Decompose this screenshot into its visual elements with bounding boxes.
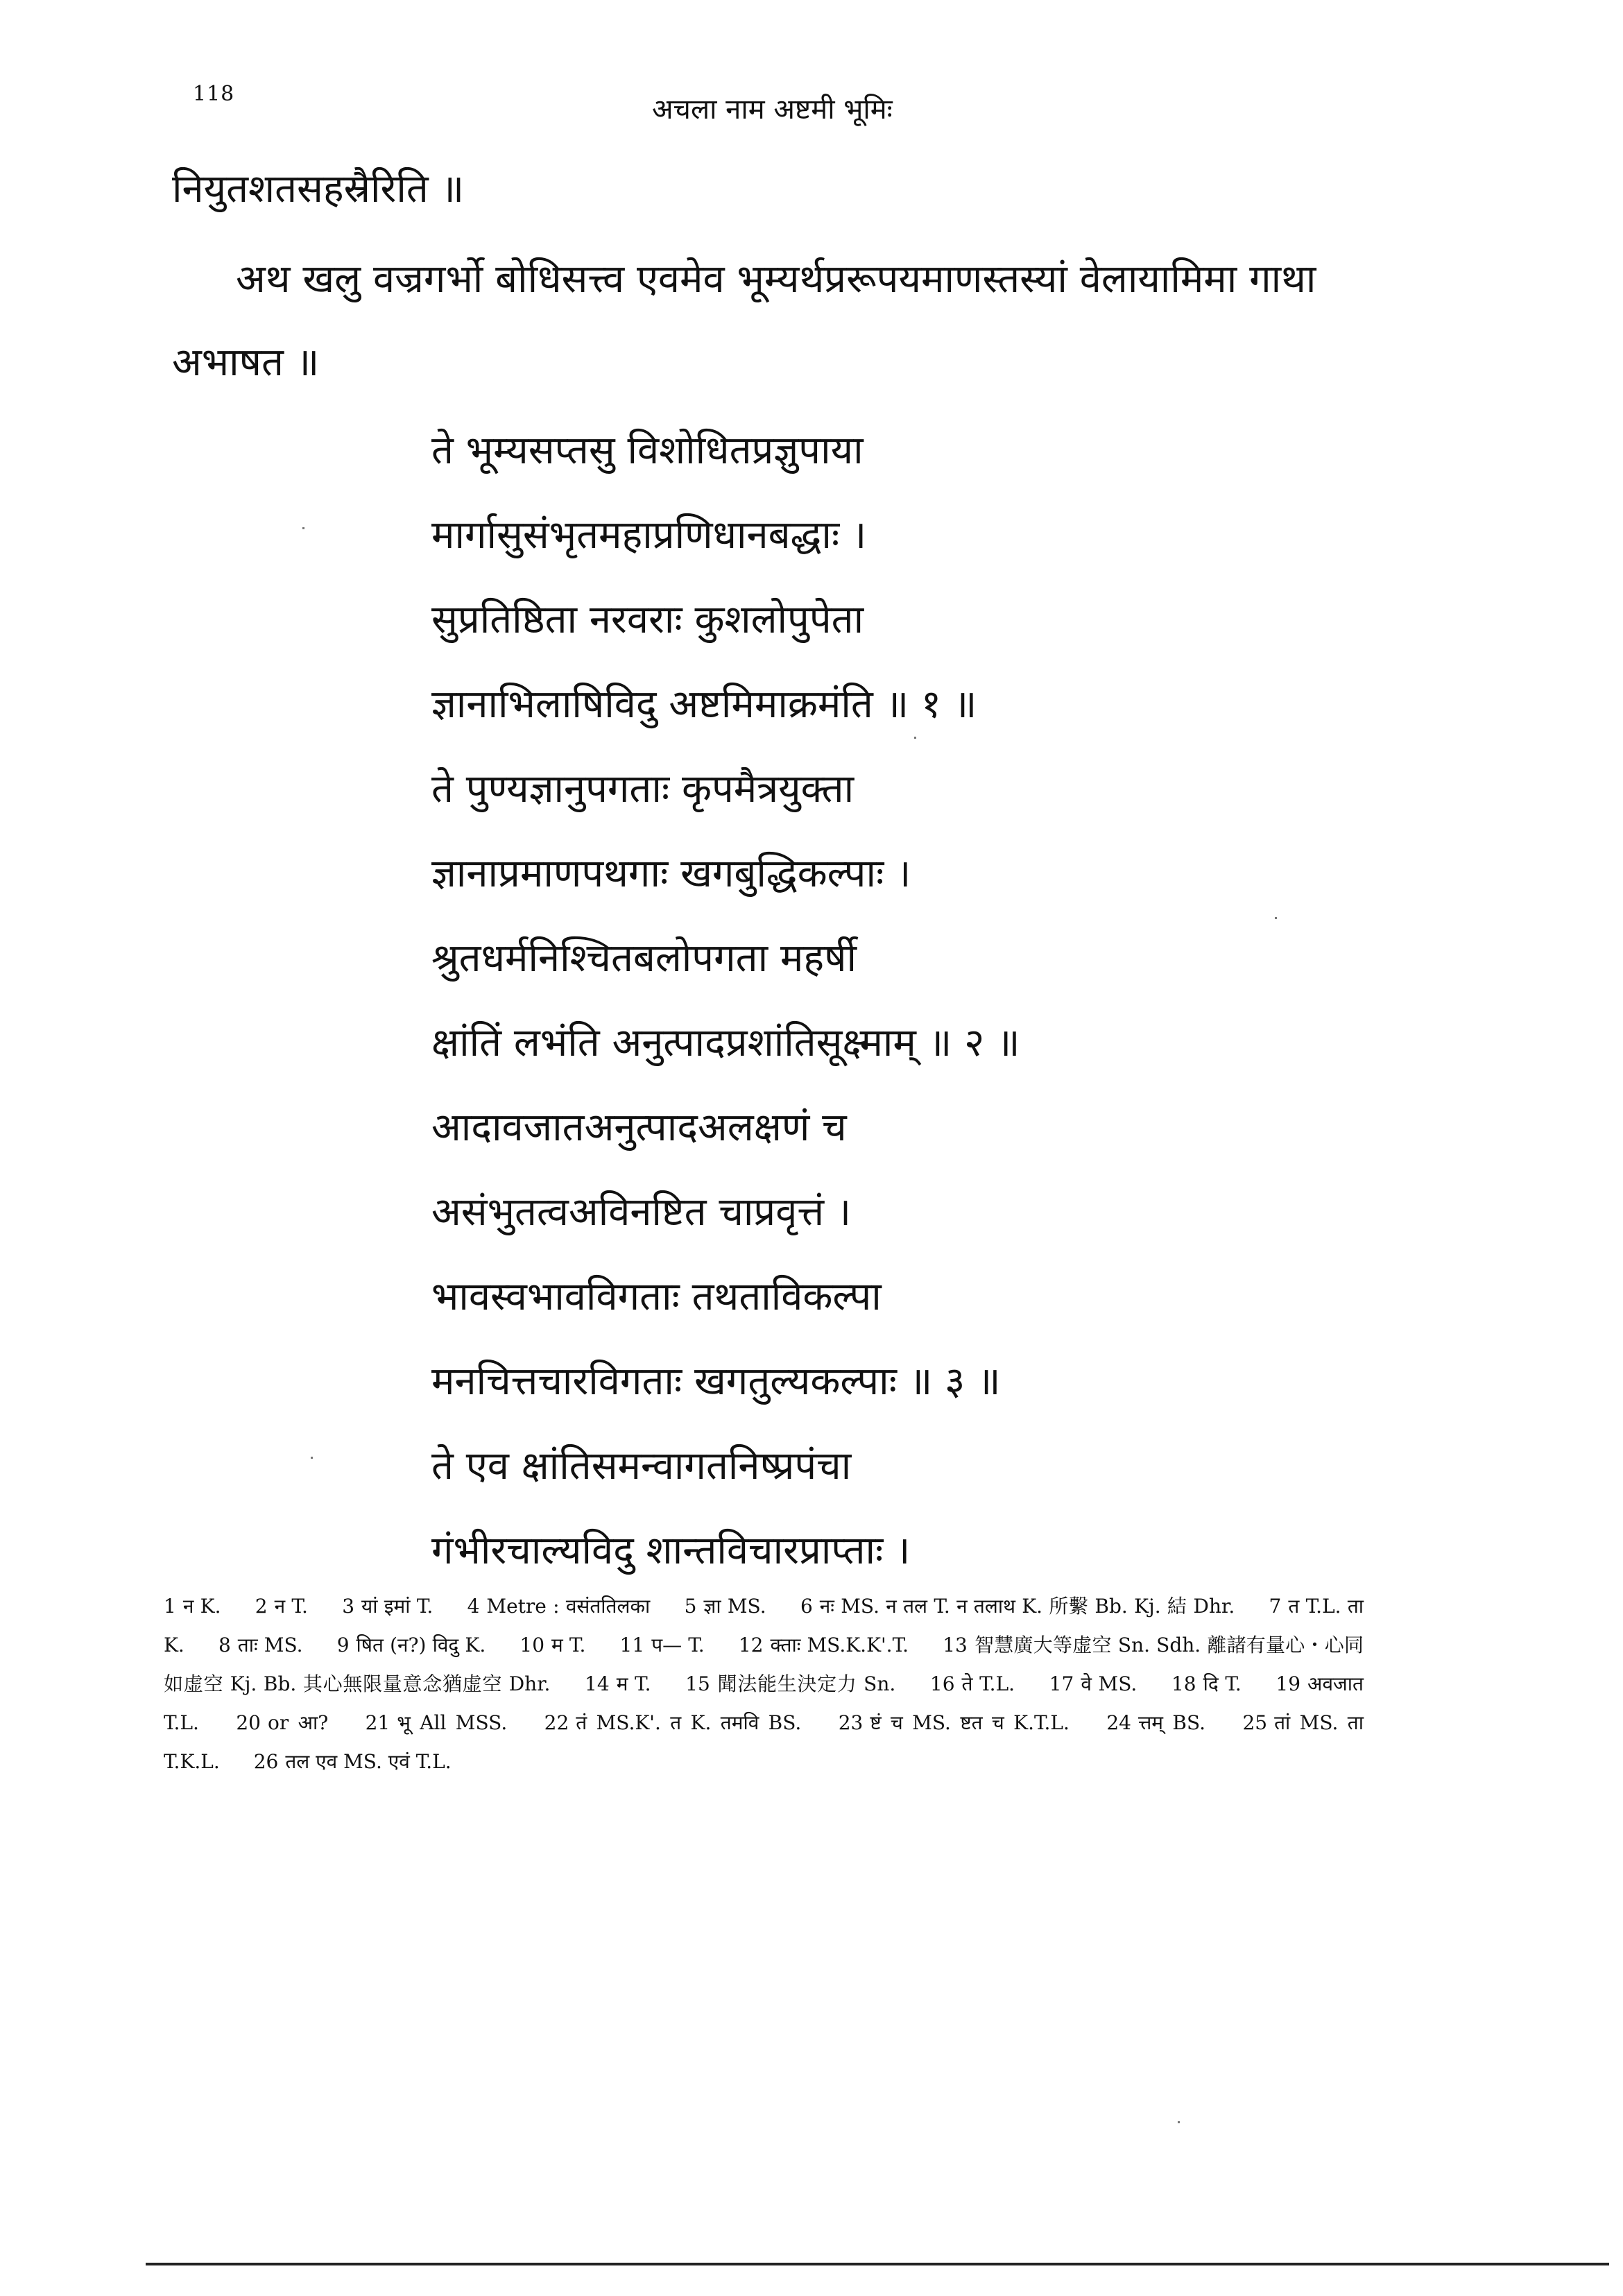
page-number: 118	[193, 82, 235, 106]
verse-line: गंभीरचाल्यविदु शान्तविचारप्राप्ताः ।	[431, 1528, 911, 1573]
footnote-text: ज्ञा MS.	[703, 1595, 766, 1618]
footnote-item	[342, 1595, 433, 1618]
verse-line: ते एव क्षांतिसमन्वागतनिष्प्रपंचा	[431, 1443, 852, 1489]
footnote-text: दि T.	[1203, 1672, 1242, 1695]
footnote-item	[930, 1672, 1015, 1695]
footnote-number: 25	[1242, 1711, 1268, 1734]
footnote-text: Metre : वसंततिलका	[486, 1595, 651, 1618]
footnote-text: त्तम् BS.	[1137, 1711, 1206, 1734]
footnote-item	[519, 1634, 585, 1656]
footnote-item	[164, 1595, 221, 1618]
footnote-number: 19	[1276, 1672, 1301, 1695]
footnote-number: 4	[467, 1595, 480, 1618]
footnotes	[164, 1587, 1364, 1781]
footnote-text: or आ?	[267, 1711, 329, 1734]
verse-line: मार्गासुसंभृतमहाप्रणिधानबद्धाः ।	[431, 513, 867, 558]
footnote-text: अवजात T.L.	[164, 1672, 1364, 1734]
bottom-rule	[146, 2263, 1609, 2265]
footnote-number: 22	[544, 1711, 569, 1734]
footnote-text: म T.	[551, 1634, 586, 1656]
verse-line: मनचित्तचारविगताः खगतुल्यकल्पाः ॥ ३ ॥	[431, 1359, 1001, 1404]
footnote-number: 13	[943, 1634, 968, 1656]
footnote-text: प— T.	[651, 1634, 705, 1656]
footnote-number: 5	[684, 1595, 697, 1618]
footnote-number: 11	[619, 1634, 645, 1656]
footnote-number: 26	[253, 1750, 279, 1773]
scan-speck	[311, 1457, 313, 1459]
footnote-number: 14	[585, 1672, 610, 1695]
verse-line: असंभुतत्वअविनष्टित चाप्रवृत्तं ।	[431, 1190, 852, 1235]
footnote-text: ष्टं च MS. ष्टत च K.T.L.	[870, 1711, 1070, 1734]
scan-speck	[302, 527, 304, 529]
footnote-item	[236, 1711, 328, 1734]
footnote-item	[739, 1634, 909, 1656]
verse-line: ते पुण्यज्ञानुपगताः कृपमैत्रयुक्ता	[431, 766, 855, 812]
scan-speck	[914, 737, 916, 739]
footnote-number: 24	[1106, 1711, 1131, 1734]
footnote-text: 聞法能生決定力 Sn.	[716, 1672, 896, 1695]
footnote-number: 17	[1049, 1672, 1074, 1695]
footnote-text: ताः MS.	[237, 1634, 303, 1656]
footnote-number: 21	[365, 1711, 390, 1734]
verse-line: क्षांतिं लभंति अनुत्पादप्रशांतिसूक्ष्माम् ॥ २ ॥	[431, 1020, 1020, 1065]
prose-line-3: अभाषत ॥	[172, 340, 320, 385]
footnote-item	[366, 1711, 508, 1734]
footnote-number: 2	[255, 1595, 268, 1618]
footnote-text: न K.	[182, 1595, 221, 1618]
footnote-item	[1049, 1672, 1137, 1695]
footnote-text: 智慧廣大等虚空 Sn. Sdh. 離諸有量心・心同如虚空 Kj. Bb. 其心無限量意念猶虚空 Dhr.	[164, 1634, 1364, 1695]
verse-line: ज्ञानाप्रमाणपथगाः खगबुद्धिकल्पाः ।	[431, 851, 911, 896]
footnote-text: क्ताः MS.K.K'.T.	[770, 1634, 909, 1656]
footnote-number: 1	[164, 1595, 176, 1618]
footnote-number: 3	[342, 1595, 355, 1618]
footnote-number: 10	[519, 1634, 545, 1656]
verse-line: श्रुतधर्मनिश्चितबलोपगता महर्षी	[431, 936, 857, 981]
footnote-text: न T.	[274, 1595, 308, 1618]
footnote-item	[337, 1634, 486, 1656]
footnote-number: 18	[1171, 1672, 1196, 1695]
running-title: अचला नाम अष्टमी भूमिः	[652, 94, 893, 126]
footnote-text: तां MS. ता T.K.L.	[164, 1711, 1364, 1773]
scan-speck	[1275, 917, 1277, 919]
footnote-item	[839, 1711, 1070, 1734]
prose-line-2: अथ खलु वज्रगर्भो बोधिसत्त्व एवमेव भूम्यर्थप्ररूपयमाणस्तस्यां वेलायामिमा गाथा	[236, 257, 1316, 302]
footnote-number: 9	[336, 1634, 350, 1656]
footnote-text: तं MS.K'. त K. तमवि BS.	[576, 1711, 802, 1734]
verse-line: भावस्वभावविगताः तथताविकल्पा	[431, 1274, 882, 1319]
footnote-text: तल एव MS. एवं T.L.	[285, 1750, 452, 1773]
footnote-text: यां इमां T.	[361, 1595, 433, 1618]
footnote-text: षित (न?) विदु K.	[356, 1634, 486, 1656]
footnote-item	[254, 1750, 452, 1773]
verse-block	[431, 416, 1472, 1601]
footnote-number: 20	[236, 1711, 261, 1734]
verse-line: आदावजातअनुत्पादअलक्षणं च	[431, 1105, 847, 1150]
footnote-text: वे MS.	[1081, 1672, 1137, 1695]
footnote-item	[685, 1595, 766, 1618]
verse-line: ते भूम्यसप्तसु विशोधितप्रज्ञुपाया	[431, 428, 864, 473]
footnote-text: त T.L. ता K.	[164, 1595, 1364, 1656]
verse-line: सुप्रतिष्ठिता नरवराः कुशलोपुपेता	[431, 597, 864, 642]
footnote-number: 12	[738, 1634, 764, 1656]
footnote-item	[620, 1634, 705, 1656]
scan-speck	[1178, 2121, 1180, 2123]
prose-line-1: नियुतशतसहस्रैरिति ॥	[172, 166, 465, 212]
footnote-item	[800, 1595, 1235, 1618]
footnote-number: 7	[1269, 1595, 1282, 1618]
footnote-item	[467, 1595, 651, 1618]
footnote-text: भू All MSS.	[397, 1711, 508, 1734]
footnote-item	[1171, 1672, 1242, 1695]
footnote-number: 16	[929, 1672, 955, 1695]
verse-line: ज्ञानाभिलाषिविदु अष्टमिमाक्रमंति ॥ १ ॥	[431, 682, 977, 727]
footnote-number: 23	[838, 1711, 864, 1734]
footnote-item	[585, 1672, 651, 1695]
footnote-text: म T.	[616, 1672, 651, 1695]
footnote-number: 8	[218, 1634, 231, 1656]
footnote-number: 6	[800, 1595, 813, 1618]
footnote-item	[685, 1672, 895, 1695]
footnote-text: ते T.L.	[961, 1672, 1015, 1695]
footnote-item	[218, 1634, 303, 1656]
footnote-number: 15	[685, 1672, 710, 1695]
footnote-item	[255, 1595, 308, 1618]
footnote-text: नः MS. न तल T. न तलाथ K. 所繫 Bb. Kj. 結 Dhr.	[819, 1595, 1235, 1618]
footnote-item	[544, 1711, 802, 1734]
footnote-item	[1106, 1711, 1205, 1734]
